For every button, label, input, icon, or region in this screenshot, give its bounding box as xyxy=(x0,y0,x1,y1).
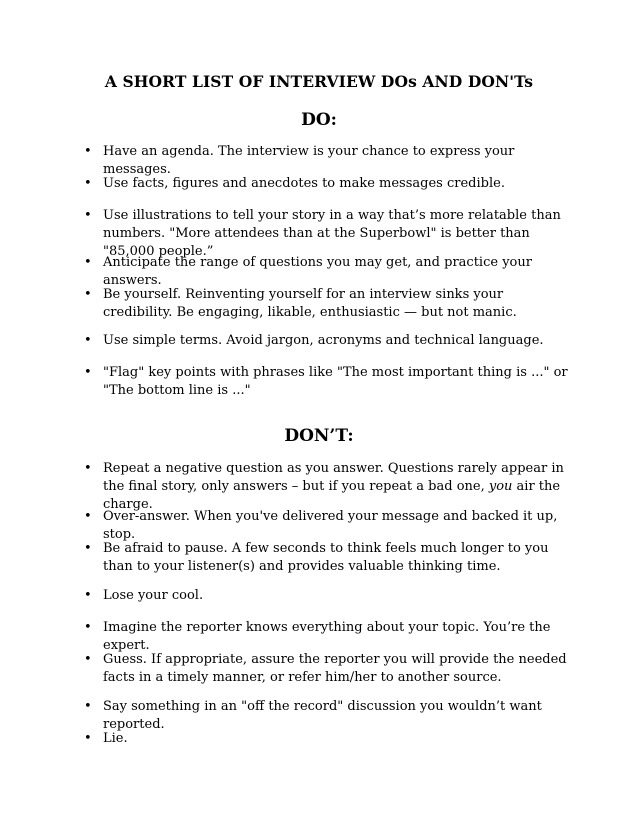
dont-item-text: Over-answer. When you've delivered your message and backed it up, stop. xyxy=(103,509,558,542)
bullet: • xyxy=(84,255,92,270)
dont-item-text: Guess. If appropriate, assure the reporter you will provide the needed facts in a timely manner, or refer him/her to another source. xyxy=(103,652,567,685)
bullet: • xyxy=(84,176,92,191)
bullet: • xyxy=(84,208,92,223)
do-item-text: Anticipate the range of questions you may get, and practice your answers. xyxy=(103,255,532,288)
do-item-text: Have an agenda. The interview is your chance to express your messages. xyxy=(103,144,515,177)
dont-heading: DON’T: xyxy=(284,426,354,446)
dont-item-text: Say something in an "off the record" discussion you wouldn’t want reported. xyxy=(103,699,542,732)
do-heading: DO: xyxy=(301,110,337,130)
dont-item-text-start: Repeat a negative question as you answer. Questions rarely appear in the final story, only answers – but if you repeat a bad one, xyxy=(103,461,564,494)
bullet: • xyxy=(84,333,92,348)
dont-item-text: Imagine the reporter knows everything about your topic. You’re the expert. xyxy=(103,620,551,653)
dont-item-text-end: air the charge. xyxy=(103,479,561,512)
bullet: • xyxy=(84,144,92,159)
bullet: • xyxy=(84,287,92,302)
do-item-text: Use simple terms. Avoid jargon, acronyms and technical language. xyxy=(103,333,544,348)
do-item-text: Use facts, figures and anecdotes to make messages credible. xyxy=(103,176,505,191)
dont-item-text: Be afraid to pause. A few seconds to think feels much longer to you than to your listener(s) and provides valuable thinking time. xyxy=(103,541,549,574)
do-item-text: Be yourself. Reinventing yourself for an interview sinks your credibility. Be engaging, likable, enthusiastic — but not manic. xyxy=(103,287,517,320)
bullet: • xyxy=(84,588,92,603)
dont-item-text: Lose your cool. xyxy=(103,588,204,603)
bullet: • xyxy=(84,652,92,667)
emphasized-word: you xyxy=(488,479,513,494)
bullet: • xyxy=(84,365,92,380)
bullet: • xyxy=(84,509,92,524)
bullet: • xyxy=(84,731,92,746)
document-title: A SHORT LIST OF INTERVIEW DOs AND DON'Ts xyxy=(104,72,534,91)
bullet: • xyxy=(84,541,92,556)
do-item-text: "Flag" key points with phrases like "The most important thing is ..." or "The bottom line is ..." xyxy=(103,365,568,398)
bullet: • xyxy=(84,620,92,635)
dont-item-text: Lie. xyxy=(103,731,128,746)
bullet: • xyxy=(84,461,92,476)
do-item-text: Use illustrations to tell your story in a way that’s more relatable than numbers. "More attendees than at the Superbowl" is better than "85,000 people.” xyxy=(103,208,561,259)
bullet: • xyxy=(84,699,92,714)
dont-item-text xyxy=(103,460,573,514)
